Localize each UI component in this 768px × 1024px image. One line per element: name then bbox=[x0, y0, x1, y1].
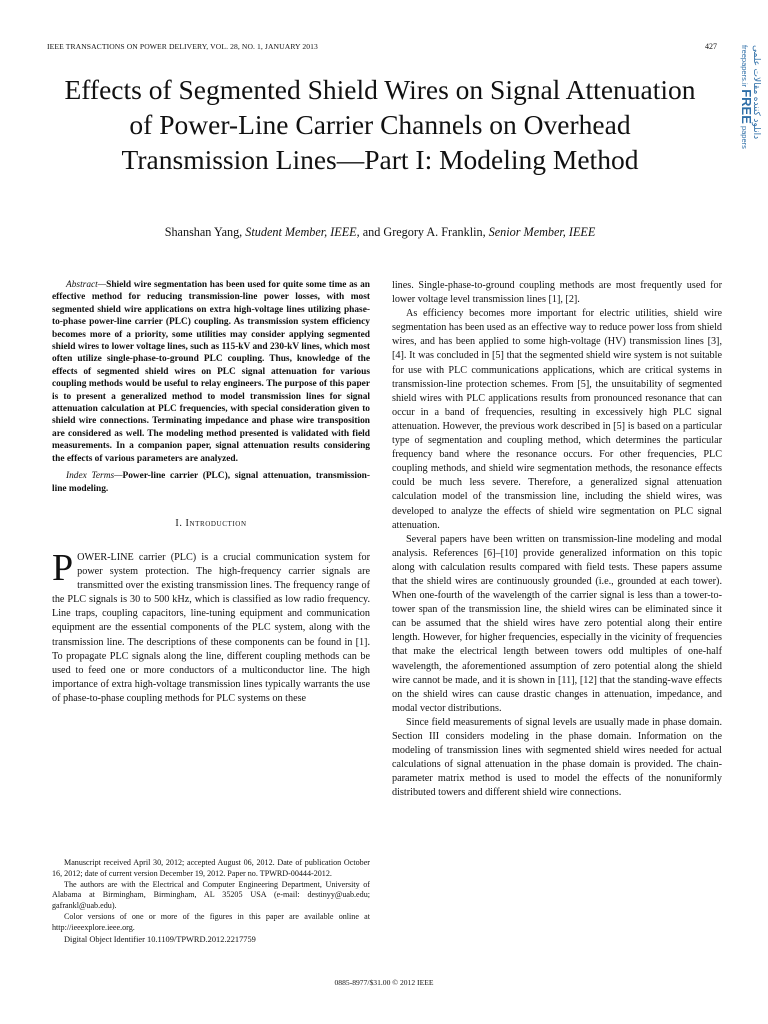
author-line bbox=[60, 225, 700, 240]
watermark-brand: FREE bbox=[739, 89, 754, 124]
introduction-paragraph bbox=[52, 547, 370, 706]
copyright-footer: 0885-8977/$31.00 © 2012 IEEE bbox=[334, 978, 434, 987]
footnote-color: Color versions of one or more of the figures in this paper are available online at http://ieeexplore.ieee.org. bbox=[52, 911, 370, 932]
author-2: Gregory A. Franklin, bbox=[383, 225, 486, 239]
watermark-text bbox=[740, 45, 762, 149]
watermark-line1: دانلود کننده مقالات علمی bbox=[752, 45, 762, 140]
running-header: IEEE TRANSACTIONS ON POWER DELIVERY, VOL. 28, NO. 1, JANUARY 2013 bbox=[47, 42, 318, 51]
footnote-authors: The authors are with the Electrical and Computer Engineering Department, University of Alabama at Birmingham, Birmingham, AL 35205 USA (e-mail: destinyy@uab.edu; gafrankl@uab.edu). bbox=[52, 879, 370, 911]
index-terms bbox=[52, 470, 370, 495]
section-heading-introduction: I. Introduction bbox=[175, 517, 247, 529]
watermark-line2 bbox=[739, 45, 754, 149]
body-paragraph-2: As efficiency becomes more important for electric utilities, shield wire segmentation has been used as an effective way to reduce power loss from shield wires, and has been applied to some high-voltage (HV) transmission lines [3], [4]. It was concluded in [5] that the segmented shield wire system is not suitable for use with PLC communications applications, which are critical systems in transmission-line protection schemes. From [5], the unsuitability of segmented shield wires with PLC applications results from pronounced resonance that can occur in a band of frequencies, resulting in excessively high PLC signal attenuation. However, the previous work described in [5] is based on a particular type of segmentation and coupling method, which determines the particular frequency band where the resonance occurs. For other frequencies, PLC coupling methods, and shield wire segmentation methods, the resonance effects could be much less severe. Therefore, a generalized signal attenuation calculation model of the transmission line, including the shield wires, was developed to analyze the effects of shield wire segmentation on PLC signal attenuation. bbox=[392, 308, 722, 531]
paper-title: Effects of Segmented Shield Wires on Signal Attenuation of Power-Line Carrier Channels on Overhead Transmission Lines—Part I: Modeling Method bbox=[64, 74, 696, 175]
introduction-text: OWER-LINE carrier (PLC) is a crucial communication system for power system protection. The high-frequency carrier signals are transmitted over the existing transmission lines. The frequency range of the PLC signals is 30 to 500 kHz, which is classified as low radio frequency. Line traps, coupling capacitors, line-tuning equipment and communication equipment are the essential components of the PLC system, along with the transmission line. The descriptions of these components can be found in [1]. To propagate PLC signals along the line, different coupling methods can be used to feed one or more conductors of a multiconductor line. The high importance of extra high-voltage transmission lines typically warrants the use of phase-to-phase coupling methods for PLC systems on these bbox=[52, 552, 370, 704]
watermark-site: freepapers.ir bbox=[740, 45, 749, 90]
footnote-doi: Digital Object Identifier 10.1109/TPWRD.2012.2217759 bbox=[64, 934, 256, 944]
author-1: Shanshan Yang, bbox=[164, 225, 243, 239]
page-number: 427 bbox=[705, 42, 717, 51]
abstract-text: Shield wire segmentation has been used for quite some time as an effective method for reducing transmission-line power losses, with most segmented shield wire applications on extra high-voltage lines utilizing phase-to-phase power-line carrier (PLC) coupling. As transmission system efficiency becomes more of a priority, some utilities may consider applying segmented shield wires to lower voltage lines, such as 115-kV and 230-kV lines, which most often utilize single-phase-to-ground PLC coupling. Thus, knowledge of the effects of segmented shield wires on PLC signal attenuation for various coupling methods would be useful to relay engineers. The purpose of this paper is to present a generalized method to model transmission lines for signal attenuation calculation at PLC frequencies, with special consideration given to shield wire connections. Terminating impedance and phase wire transposition are considered as well. The modeling method presented is validated with field measurements. In a companion paper, signal attenuation results considering the effects of various parameters are analyzed. bbox=[52, 280, 370, 464]
body-paragraph-4: Since field measurements of signal levels are usually made in phase domain. Section III considers modeling in the phase domain. Information on the modeling of transmission lines with segmented shield wires needed for actual calculations of signal attenuation in the phase domain is provided. The chain-parameter matrix method is used to model the effects of the nonuniformly distributed towers and different shield wire connections. bbox=[392, 716, 722, 799]
index-terms-text: Power-line carrier (PLC), signal attenuation, transmission-line modeling. bbox=[52, 471, 370, 494]
drop-cap: P bbox=[52, 547, 74, 589]
body-paragraph-3: Several papers have been written on transmission-line modeling and modal analysis. References [6]–[10] provide generalized information on this topic along with calculation results compared with field tests. These papers assume that the shield wires are continuously grounded (i.e., grounded at each tower). When one-fourth of the wavelength of the carrier signal is less than a tower-to-tower span of the transmission line, the shield wires can be eliminated since it can be assumed that the shield wires have zero potential along their entire length. However, for higher frequencies, especially in the vicinity of frequencies that make the electrical length between towers odd multiples of one-half wavelength, the aforementioned assumption of zero potential along the shield wire cannot be made, and it is shown in [11], [12] that the standing-wave effects on the shield wires can cause drastic changes in attenuation, impedance, and modal vector distributions. bbox=[392, 533, 722, 714]
watermark-suffix: papers bbox=[740, 123, 749, 149]
footnotes bbox=[52, 858, 370, 945]
author-1-role: Student Member, IEEE, bbox=[245, 225, 360, 239]
abstract bbox=[52, 279, 370, 465]
right-column bbox=[392, 279, 722, 800]
abstract-lead: Abstract— bbox=[66, 280, 107, 290]
index-terms-lead: Index Terms— bbox=[66, 471, 123, 482]
footnote-received: Manuscript received April 30, 2012; accepted August 06, 2012. Date of publication October 16, 2012; date of current version December 19, 2012. Paper no. TPWRD-00444-2012. bbox=[52, 858, 370, 878]
freepapers-watermark[interactable] bbox=[732, 45, 762, 185]
left-column bbox=[52, 279, 370, 706]
author-conjunction: and bbox=[362, 225, 381, 239]
author-2-role: Senior Member, IEEE bbox=[488, 225, 596, 239]
body-paragraph-1: lines. Single-phase-to-ground coupling methods are most frequently used for lower voltage level transmission lines [1], [2]. bbox=[392, 280, 722, 306]
